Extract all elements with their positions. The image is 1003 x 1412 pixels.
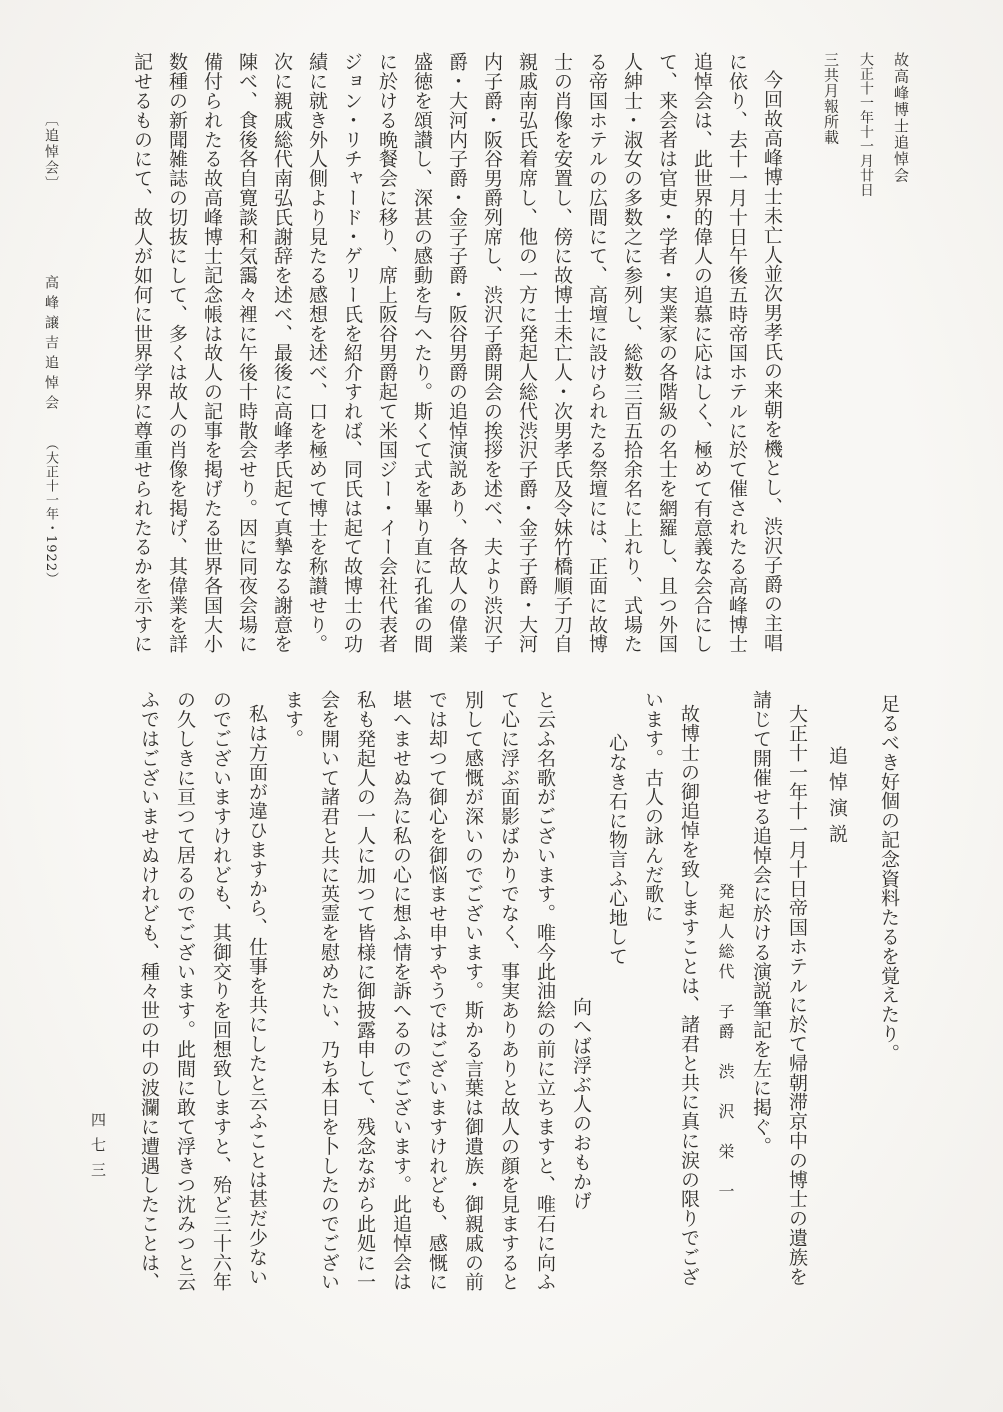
speech-line: 私も発起人の一人に加つて皆様に御披露申して、残念ながら此処に一 [354,690,376,1292]
speech-line: います。古人の詠んだ歌に [642,690,664,923]
poem-line: 向へば浮ぶ人のおもかげ [570,997,592,1211]
speech-line: のでございますけれども、其御交りを回想致しますと、殆ど三十六年 [210,690,232,1292]
margin-running-title: 高峰譲吉追悼会 [43,275,59,415]
speech-line: と云ふ名歌がございます。唯今此油絵の前に立ちますと、唯石に向ふ [534,690,556,1292]
speech-line: 私は方面が違ひますから、仕事を共にしたと云ふことは甚だ少ない [246,704,268,1286]
poem-line: 心なき石に物言ふ心地して [606,733,628,966]
speech-speaker: 発起人総代 子爵 渋 沢 栄 一 [716,883,735,1203]
report-line: 内子爵・阪谷男爵列席し、渋沢子爵開会の挨拶を述べ、夫より渋沢子 [481,52,503,654]
speech-preface-line: 請じて開催せる追悼会に於ける演説筆記を左に掲ぐ。 [750,690,772,1156]
page-number: 四七三 [89,1112,107,1187]
report-line: ジョン・リチャード・ゲリー氏を紹介すれば、同氏は起て故博士の功 [341,52,363,654]
report-line: る帝国ホテルの広間にて、高壇に設けられたる祭壇には、正面に故博 [586,52,608,654]
speech-line: 堪へませぬ為に私の心に想ふ情を訴へるのでございます。此追悼会は [390,690,412,1292]
speech-section [131,688,907,1291]
speech-preface-line: 大正十一年十一月十日帝国ホテルに於て帰朝滞京中の博士の遺族を [786,704,808,1286]
report-section [124,48,918,653]
report-line: 次に親戚総代南弘氏謝辞を述べ、最後に高峰孝氏起て真摯なる謝意を [271,52,293,654]
report-line: 数種の新聞雑誌の切抜にして、多くは故人の肖像を掲げ、其偉業を詳 [166,52,188,654]
speech-line: ふではございませぬけれども、種々世の中の波瀾に遭遇したことは、 [138,690,160,1292]
report-line: 陳べ、食後各自寛談和気靄々裡に午後十時散会せり。因に同夜会場に [236,52,258,654]
report-line: に依り、去十一月十日午後五時帝国ホテルに於て催されたる高峰博士 [726,52,748,654]
report-line: 親戚南弘氏着席し、他の一方に発起人総代渋沢子爵・金子子爵・大河 [516,52,538,654]
report-line: 人紳士・淑女の多数之に参列し、総数三百五拾余名に上れり、式場た [621,52,643,654]
report-line: 備付られたる故高峰博士記念帳は故人の記事を掲げたる世界各国大小 [201,52,223,654]
report-line: 盛徳を頌讃し、深甚の感動を与へたり。斯くて式を畢り直に孔雀の間 [411,52,433,654]
margin-genre-label: 〔追悼会〕 [43,112,59,192]
speech-line: の久しきに亘つて居るのでございます。此間に敢て浮きつ沈みつと云 [174,690,196,1292]
report-line: 追悼会は、此世界的偉人の追慕に応はしく、極めて有意義な会合にし [691,52,713,654]
report-line: 士の肖像を安置し、傍に故博士未亡人・次男孝氏及令妹竹橋順子刀自 [551,52,573,654]
speech-line: では却つて御心を御悩ませ申すやうではございますけれども、感慨に [426,690,448,1292]
report-line: 記せるものにて、故人が如何に世界学界に尊重せられたるかを示すに [131,52,153,654]
report-line: 爵・大河内子爵・金子子爵・阪谷男爵の追悼演説あり、各故人の偉業 [446,52,468,654]
speech-heading: 追悼演説 [826,746,848,850]
speech-carryover-line: 足るべき好個の記念資料たるを覚えたり。 [878,694,900,1063]
report-line: に於ける晩餐会に移り、席上阪谷男爵起て米国ジー・イー会社代表者 [376,52,398,654]
report-date: 大正十一年十一月廿日 [858,52,874,197]
report-source: 三共月報所載 [822,52,840,145]
speech-line: 故博士の御追悼を致しますことは、諸君と共に真に涙の限りでござ [678,704,700,1286]
report-title: 故高峰博士追悼会 [892,52,910,184]
speech-line: 別して感慨が深いのでございます。斯かる言葉は御遺族・御親戚の前 [462,690,484,1292]
speech-line: ます。 [282,690,304,749]
report-line: 今回故高峰博士未亡人並次男孝氏の来朝を機とし、渋沢子爵の主唱 [761,70,783,652]
speech-line: 会を開いて諸君と共に英霊を慰めたい、乃ち本日を卜したのでござい [318,690,340,1292]
report-line: 績に就き外人側より見たる感想を述べ、口を極めて博士を称讃せり。 [306,52,328,654]
margin-year-label: （大正十一年・1922） [43,437,58,587]
report-line: て、来会者は官吏・学者・実業家の各階級の名士を網羅し、且つ外国 [656,52,678,654]
speech-line: て心に浮ぶ面影ばかりでなく、事実ありありと故人の顔を見ますると [498,690,520,1292]
